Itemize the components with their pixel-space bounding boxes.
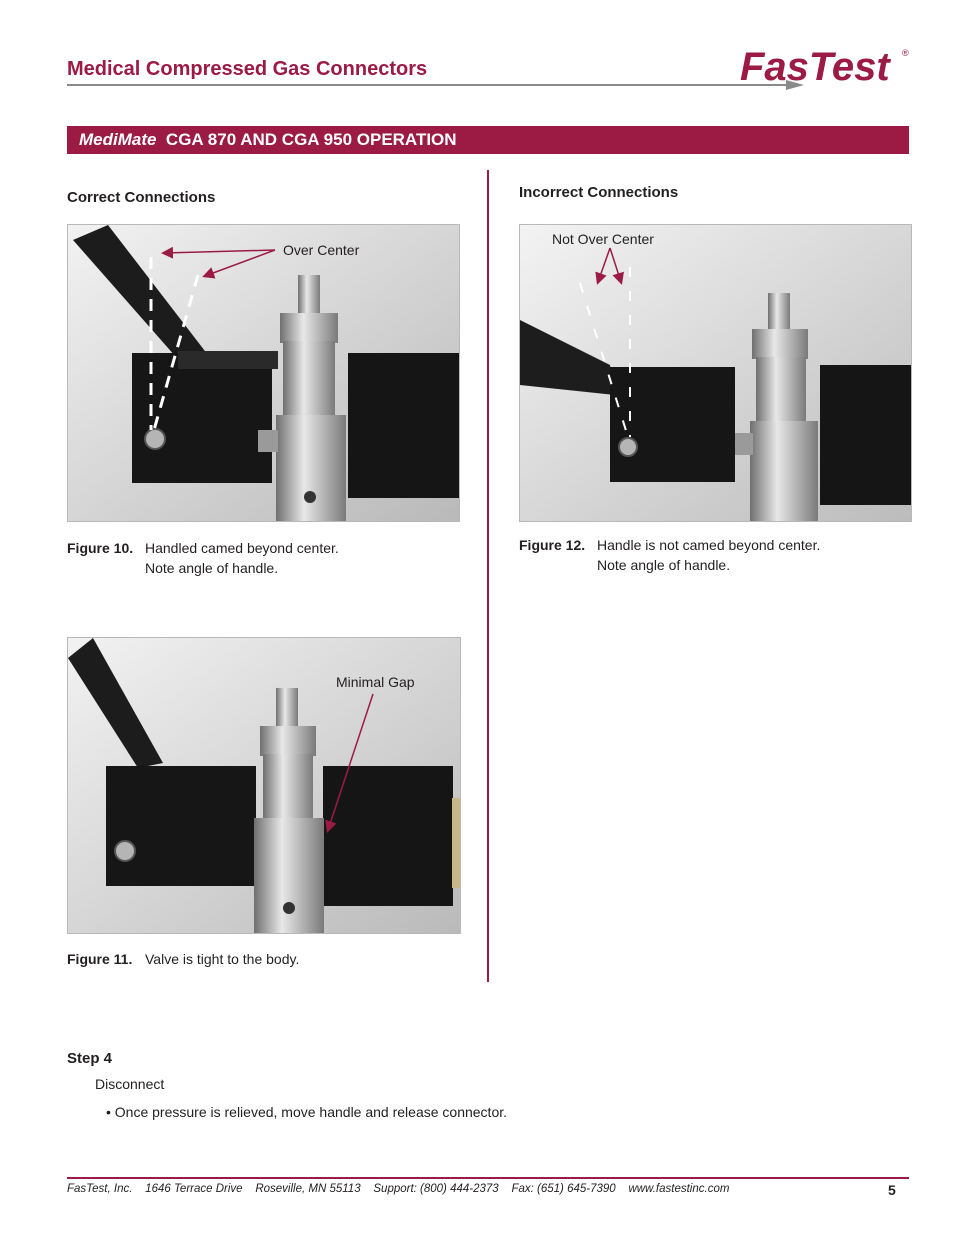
figure-10-label: Figure 10. (67, 540, 134, 556)
figure-12-line-2: Note angle of handle. (597, 557, 731, 573)
not-over-center-callout: Not Over Center (552, 231, 654, 247)
figure-12-line-1: Handle is not camed beyond center. (597, 537, 821, 553)
fastest-logo (738, 36, 913, 92)
step-4-title: Step 4 (67, 1050, 113, 1067)
over-center-arrows (150, 240, 285, 290)
figure-12-caption (519, 535, 820, 575)
section-title-italic: MediMate (79, 130, 157, 149)
minimal-gap-callout: Minimal Gap (336, 674, 415, 690)
footer-rule (67, 1177, 909, 1179)
figure-12-label: Figure 12. (519, 537, 586, 553)
header-rule (67, 84, 793, 86)
figure-10-line-2: Note angle of handle. (145, 560, 279, 576)
figure-10-caption (67, 538, 339, 578)
logo-text: FasTest (740, 45, 890, 89)
step-4-subtitle: Disconnect (95, 1076, 165, 1092)
figure-11-label: Figure 11. (67, 951, 133, 967)
logo-registered-mark: ® (902, 48, 909, 58)
document-title: Medical Compressed Gas Connectors (67, 58, 428, 80)
minimal-gap-arrow (318, 690, 378, 840)
incorrect-connections-heading: Incorrect Connections (519, 184, 679, 201)
over-center-callout: Over Center (283, 242, 360, 258)
step-4-bullet: • Once pressure is relieved, move handle and release connector. (106, 1104, 508, 1120)
correct-connections-heading: Correct Connections (67, 189, 216, 206)
not-over-center-arrows (588, 246, 638, 291)
figure-10-line-1: Handled camed beyond center. (145, 540, 339, 556)
figure-11-line-1: Valve is tight to the body. (145, 951, 300, 967)
figure-11-caption (67, 949, 299, 969)
section-title: CGA 870 AND CGA 950 OPERATION (165, 130, 457, 149)
figure-12-photo (519, 224, 912, 522)
page-number: 5 (888, 1182, 896, 1198)
column-divider (487, 170, 489, 982)
section-heading-bar (67, 126, 909, 154)
footer-contact-info: FasTest, Inc. 1646 Terrace Drive Roseville, MN 55113 Support: (800) 444-2373 Fax: (651) 645-7390 www.fastestinc.com (67, 1183, 730, 1195)
